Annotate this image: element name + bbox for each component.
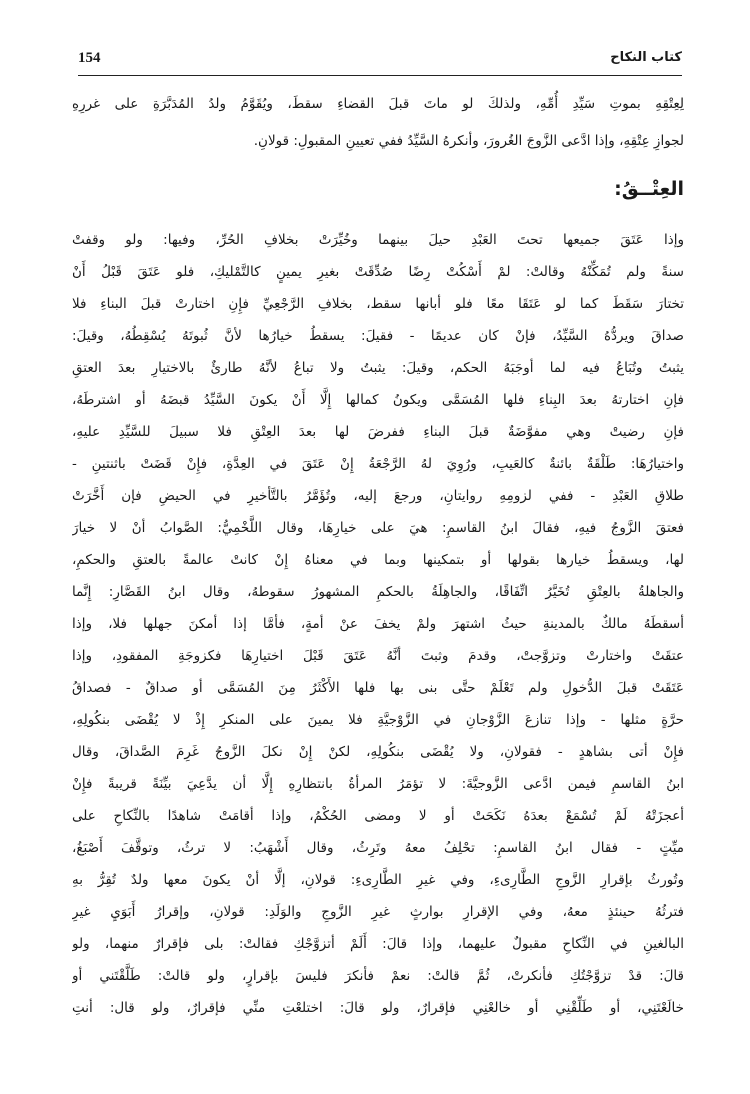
running-title: كتاب النكاح bbox=[610, 50, 682, 65]
text-line: لجوازِ عِتْقِهِ، وإذا ادَّعى الزَّوجَ الغُرورَ، وأنكرهُ السَّيِّدُ ففي تعيينِ المقبولِ: قولانِ. bbox=[253, 133, 684, 149]
text-line: عتقَتْ واختارتْ وتزوَّجتْ، وقدمَ وثبتَ أنَّهُ عَتَقَ قَبْلَ اختيارِهَا فكزوجَةِ المفقودِ، وإذا bbox=[72, 648, 684, 664]
text-line: لِعِتْقِهِ بموتِ سَيِّدِ أُمِّهِ، ولذلكَ لو ماتَ قبلَ القضاءِ سقطَ، ويُقَوَّمُ ولدُ المُدَبَّرَةِ على غررِهِ bbox=[72, 96, 684, 112]
text-line: عَتَقَتْ قبلَ الدُّخولِ ولم تَعْلَمْ حتَّى بنى بها فلها الأَكْثَرُ مِنَ المُسَمَّى أو صداقٌ - فصداقُ bbox=[72, 680, 684, 696]
text-line: سنةً ولم تُمَكِّنْهُ وقالتْ: لمْ أَسْكُتْ رِضًا صُدِّقَتْ بغيرِ يمينٍ كالتَّمْليكِ، فلو عَتَقَ قَبْلُ أَنْ bbox=[72, 264, 684, 280]
text-line: وتُورثُ بإقرارِ الزَّوجِ الطَّارِىءِ، وفي غيرِ الطَّارِىءِ: قولانِ، إلَّا أنْ يكونَ معها ولدٌ تُقِرُّ بهِ bbox=[72, 872, 684, 888]
text-line: قالَ: قدْ تزوَّجْتُكِ فأنكرتْ، ثُمَّ قالتْ: نعمْ فأنكرَ فليسَ بإقرارٍ، ولو قالتْ: طَلَّقْتَني أو bbox=[72, 968, 684, 984]
text-line: لها، ويسقطُ خيارها بقولها أو بتمكينها وبما في معناهُ إِنْ كانتْ عالمةً بالعتقِ والحكمِ، bbox=[72, 552, 684, 568]
text-line: ميِّتٍ - فقال ابنُ القاسمِ: تحْلِفُ معهُ وتَرِثُ، وقال أَشْهَبُ: لا ترثُ، وتوقَّفَ أَصْبَغُ، bbox=[72, 840, 684, 856]
text-line: واختيارُهَا: طَلْقَةٌ بائنةٌ كالعَيبِ، ورُوِيَ لهُ الرَّجْعَةُ إِنْ عَتَقَ في العِدَّةِ، فإِنْ قَضَتْ باثنتينِ - bbox=[72, 456, 684, 472]
page-number: 154 bbox=[78, 50, 101, 66]
text-line: طلاقِ العَبْدِ - ففي لزومِهِ روايتانِ، ورجعَ إليه، وتُؤَمَّرُ بالتَّأخيرِ في الحيضِ فإن أَخَّرَتْ bbox=[72, 488, 684, 504]
text-line: خالَعْتَنِي، أو طَلِّقْنِي أو خالعْنِي فإقرارٌ، ولو قالَ: اختلعْتِ منِّي فإقرارٌ، ولو قال: أنتِ bbox=[72, 1000, 684, 1016]
text-line: حرَّةٍ مثلها - وإذا تنازعَ الزَّوْجانِ في الزَّوْجيَّةِ فلا يمينَ على المنكرِ إِذْ لا يُقْضَى بنكُولِهِ، bbox=[72, 712, 684, 728]
text-line: فإِنْ أتى بشاهدٍ - فقولانِ، ولا يُقْضَى بنكُولِهِ، لكنْ إِنْ نكلَ الزَّوجُ غَرِمَ الصَّداقَ، وقال bbox=[72, 744, 684, 760]
text-line: تختارَ سَقَطَ كما لو عَتَقَا معًا فلو أبانها سقط، بخلافِ الرَّجْعِيِّ فإِنِ اختارتْ قبلَ البناءِ فلا bbox=[72, 296, 684, 312]
text-line: فإنِ رضيتْ وهي مفوَّضَةٌ قبلَ البناءِ ففرضَ لها بعدَ العِتْقِ فلا سبيلَ للسَّيِّدِ عليهِ، bbox=[72, 424, 684, 440]
text-line: البالغينِ في النِّكاحِ مقبولٌ عليهما، وإذا قالَ: أَلَمْ أتزوَّجْكِ فقالتْ: بلى فإقرارٌ منهما، ولو bbox=[72, 936, 684, 952]
text-line: والجاهلةُ بالعِتْقِ تُخَيَّرُ اتِّفَاقًا، والجاهِلَةُ بالحكمِ المشهورُ سقوطهُ، وقال ابنُ القَصَّارِ: إِنَّما bbox=[72, 584, 684, 600]
text-line: فإنِ اختارتهُ بعدَ البِناءِ فلها المُسَمَّى ويكونُ كمالها إِلَّا أَنْ يكونَ السَّيِّدُ قبضَهُ أو اشترطَهُ، bbox=[72, 392, 684, 408]
text-line: فترثُهُ حينئذٍ معهُ، وفي الإقرارِ بوارثٍ غيرِ الزَّوجِ والوَلَدِ: قولانِ، وإقرارُ أَبَوَيِ غيرِ bbox=[72, 904, 684, 920]
text-line: ابنُ القاسمِ فيمن ادَّعى الزَّوجيَّةَ: لا تؤمَرُ المرأةُ بانتظارِهِ إِلَّا أن يدَّعِيَ بيِّنَةً قريبةً فإِنْ bbox=[72, 776, 684, 792]
section-heading: العِتْــقُ: bbox=[614, 178, 684, 200]
page-body bbox=[72, 0, 684, 1094]
text-line: وإذا عَتَقَ جميعها تحتَ العَبْدِ حيلَ بينهما وخُيِّرَتْ بخلافِ الحُرِّ، وفيها: ولو وقفتْ bbox=[72, 232, 684, 248]
text-line: يثبتُ وتُبَاعُ فيه لما أوجَبَهُ الحكم، وقيلَ: يثبتُ ولا تباعُ لأنَّهُ طارئٌ بالاختيارِ بعدَ العتقِ bbox=[72, 360, 684, 376]
text-line: فعتقَ الزَّوجُ فيهِ، فقالَ ابنُ القاسمِ: هيَ على خيارِهَا، وقال اللَّخْمِيُّ: الصَّوابُ أنْ لا خيارَ bbox=[72, 520, 684, 536]
text-line: صداقَ ويردُّهُ السَّيِّدُ، فإنْ كان عديمًا - فقيلَ: يسقطُ خيارُها لأنَّ ثُبوتَهُ يُسْقِطُهُ، وقيلَ: bbox=[72, 328, 684, 344]
text-line: . أسقطَهُ مالكٌ بالمدينةِ حيثُ اشتهرَ ولمْ يخفَ عنْ أمةٍ، فأمَّا إذا أمكنَ جهلها فلا، وإذا bbox=[72, 610, 684, 638]
text-line: أعجزَتْهُ لَمْ تُسْمَعْ بعدَهُ نَكَحَتْ أو لا ومضى الحُكْمُ، وإذا أقامَتْ شاهدًا بالنِّكاحِ على bbox=[72, 808, 684, 824]
